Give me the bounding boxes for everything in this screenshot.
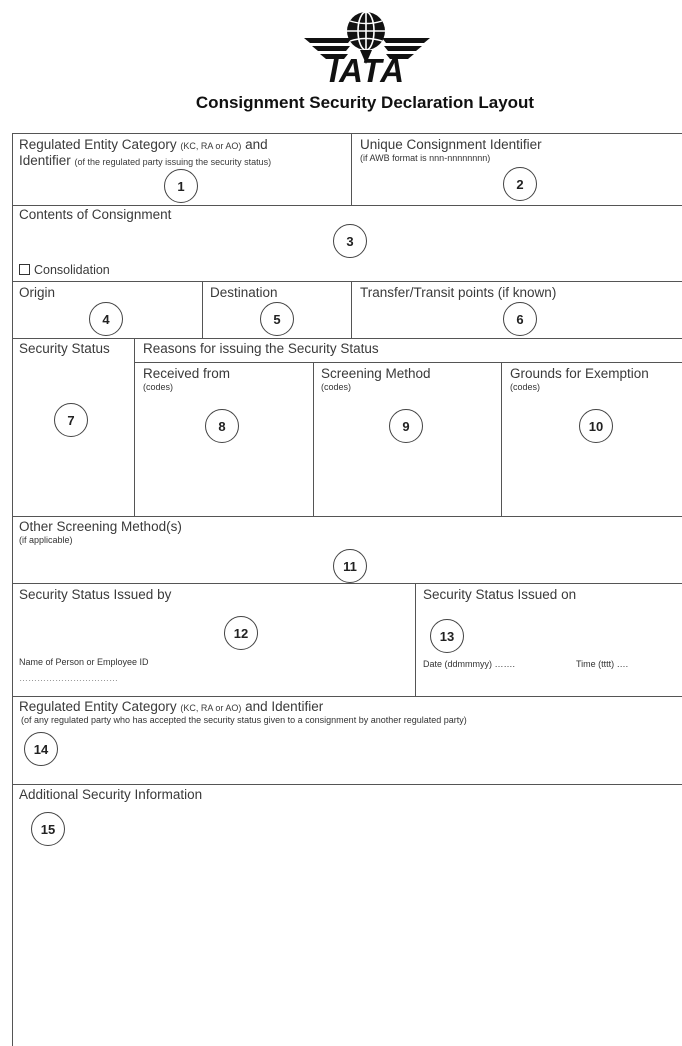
field-number-6[interactable]: 6: [503, 302, 537, 336]
consolidation-checkbox[interactable]: [19, 264, 30, 275]
reasons-label: Reasons for issuing the Security Status: [143, 341, 379, 356]
field-6-label: Transfer/Transit points (if known): [360, 285, 557, 300]
field-number-5[interactable]: 5: [260, 302, 294, 336]
field-12-label: Security Status Issued by: [19, 587, 172, 602]
field-number-11[interactable]: 11: [333, 549, 367, 583]
field-1-label-small: (KC, RA or AO): [180, 141, 242, 151]
field-13-time-label: Time (tttt) ….: [576, 659, 629, 669]
field-1-label-text: Regulated Entity Category: [19, 137, 177, 152]
field-11-note: (if applicable): [19, 535, 73, 545]
field-14-label-text: Regulated Entity Category: [19, 699, 177, 714]
field-5-label: Destination: [210, 285, 278, 300]
field-number-1[interactable]: 1: [164, 169, 198, 203]
globe-icon: [347, 12, 385, 50]
field-9-label: Screening Method: [321, 366, 431, 381]
field-number-9[interactable]: 9: [389, 409, 423, 443]
field-14-label-end: and Identifier: [245, 699, 324, 714]
field-1-identifier-text: Identifier: [19, 153, 71, 168]
field-number-10[interactable]: 10: [579, 409, 613, 443]
field-1-label-end: and: [245, 137, 268, 152]
consolidation-label: Consolidation: [34, 263, 110, 277]
field-number-7[interactable]: 7: [54, 403, 88, 437]
field-12-sub-label: Name of Person or Employee ID: [19, 657, 149, 667]
field-number-15[interactable]: 15: [31, 812, 65, 846]
field-number-14[interactable]: 14: [24, 732, 58, 766]
field-13-label: Security Status Issued on: [423, 587, 577, 602]
field-3-label: Contents of Consignment: [19, 207, 172, 222]
field-12-dots: ……………………………: [19, 673, 118, 683]
field-number-13[interactable]: 13: [430, 619, 464, 653]
field-1-identifier-note: (of the regulated party issuing the security status): [74, 157, 272, 167]
field-number-4[interactable]: 4: [89, 302, 123, 336]
field-number-3[interactable]: 3: [333, 224, 367, 258]
field-10-label: Grounds for Exemption: [510, 366, 649, 381]
field-number-2[interactable]: 2: [503, 167, 537, 201]
field-8-note: (codes): [143, 382, 174, 392]
field-7-label: Security Status: [19, 341, 110, 356]
consolidation-option[interactable]: [19, 263, 110, 278]
field-9-note: (codes): [321, 382, 352, 392]
field-11-label: Other Screening Method(s): [19, 519, 182, 534]
field-number-12[interactable]: 12: [224, 616, 258, 650]
field-10-note: (codes): [510, 382, 541, 392]
field-15-label: Additional Security Information: [19, 787, 203, 802]
field-14-note: (of any regulated party who has accepted the security status given to a consignment by another regulated party): [21, 715, 467, 725]
field-1-label-line2: [19, 153, 271, 170]
field-2-note: (if AWB format is nnn-nnnnnnnn): [360, 153, 491, 163]
page-title: Consignment Security Declaration Layout: [195, 93, 535, 112]
logo-wordmark: IATA: [328, 52, 406, 89]
field-13-date-label: Date (ddmmmyy) …….: [423, 659, 516, 669]
field-14-label: [19, 699, 323, 716]
field-2-label: Unique Consignment Identifier: [360, 137, 542, 152]
field-8-label: Received from: [143, 366, 231, 381]
field-number-8[interactable]: 8: [205, 409, 239, 443]
field-14-label-small: (KC, RA or AO): [180, 703, 242, 713]
field-4-label: Origin: [19, 285, 56, 300]
field-1-label: [19, 137, 268, 154]
